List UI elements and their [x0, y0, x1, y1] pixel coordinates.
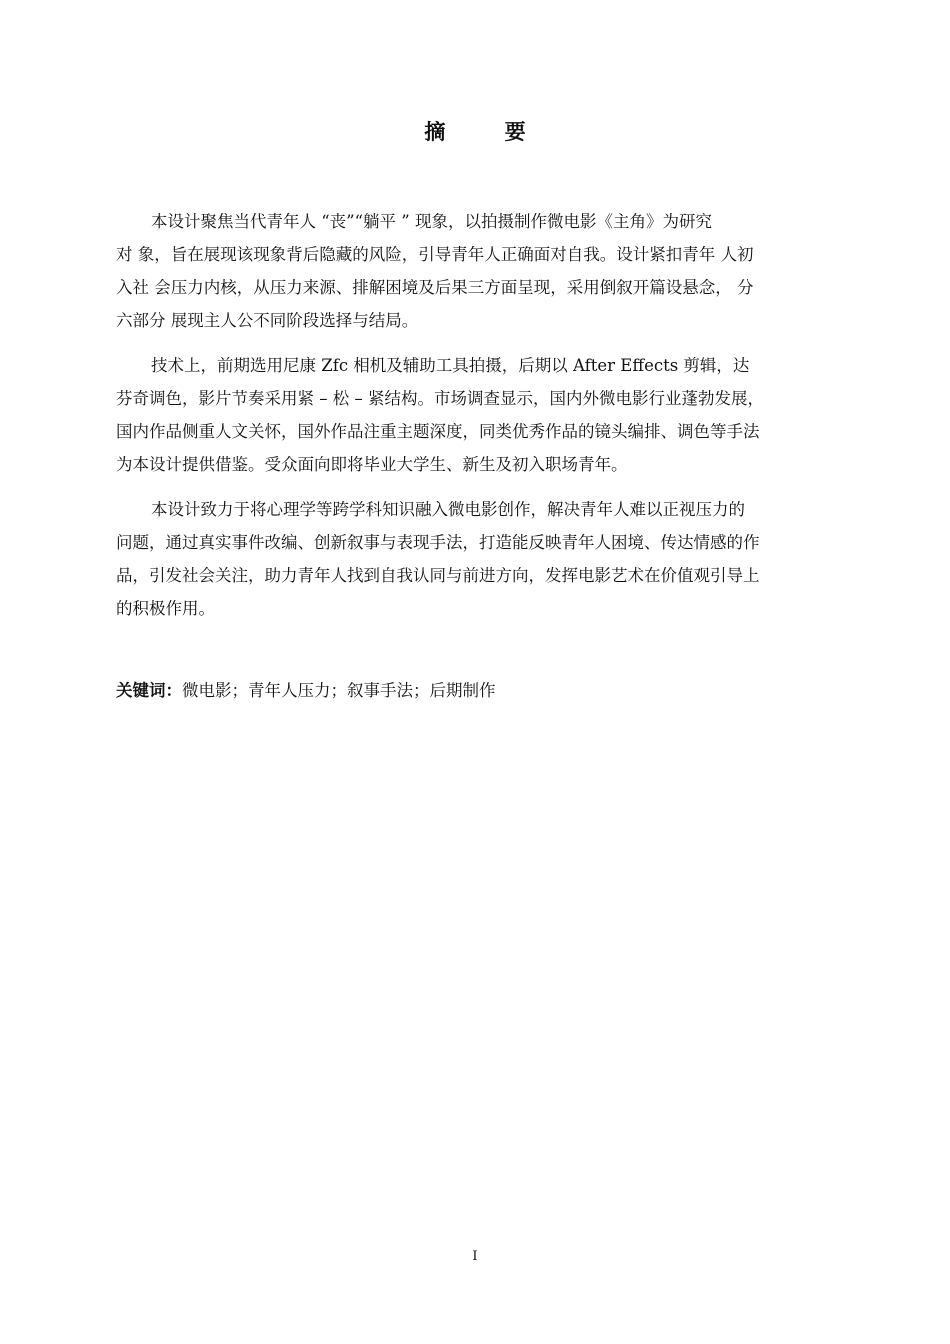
- paragraph-line: 国内作品侧重人文关怀，国外作品注重主题深度，同类优秀作品的镜头编排、调色等手法: [116, 422, 760, 441]
- keywords-label: 关键词：: [116, 681, 182, 700]
- paragraph-line: 对 象，旨在展现该现象背后隐藏的风险，引导青年人正确面对自我。设计紧扣青年 人初: [116, 245, 754, 264]
- paragraph-line: 六部分 展现主人公不同阶段选择与结局。: [116, 311, 419, 330]
- paragraph-line: 芬奇调色，影片节奏采用紧 – 松 – 紧结构。市场调查显示，国内外微电影行业蓬勃发展，: [116, 389, 764, 408]
- abstract-paragraph-1: [116, 205, 858, 337]
- paragraph-line: 本设计聚焦当代青年人 “丧”“躺平 ” 现象，以拍摄制作微电影《主角》为研究: [151, 212, 712, 231]
- abstract-body: [116, 205, 858, 637]
- page-number: I: [472, 1249, 478, 1264]
- paragraph-line: 为本设计提供借鉴。受众面向即将毕业大学生、新生及初入职场青年。: [116, 455, 628, 474]
- paragraph-line: 品，引发社会关注，助力青年人找到自我认同与前进方向，发挥电影艺术在价值观引导上: [116, 566, 760, 585]
- paragraph-line: 问题，通过真实事件改编、创新叙事与表现手法，打造能反映青年人困境、传达情感的作: [116, 533, 760, 552]
- paragraph-line: 的积极作用。: [116, 599, 215, 618]
- abstract-paragraph-2: [116, 349, 858, 481]
- paragraph-line: 技术上，前期选用尼康 Zfc 相机及辅助工具拍摄，后期以 After Effects 剪辑，达: [151, 356, 750, 375]
- abstract-paragraph-3: [116, 493, 858, 625]
- keywords-line: [116, 676, 496, 706]
- abstract-title: 摘 要: [424, 120, 552, 144]
- paragraph-line: 本设计致力于将心理学等跨学科知识融入微电影创作，解决青年人难以正视压力的: [151, 500, 745, 519]
- keywords-text: 微电影；青年人压力；叙事手法；后期制作: [182, 681, 496, 700]
- paragraph-line: 入社 会压力内核，从压力来源、排解困境及后果三方面呈现，采用倒叙开篇设悬念， 分: [116, 278, 754, 297]
